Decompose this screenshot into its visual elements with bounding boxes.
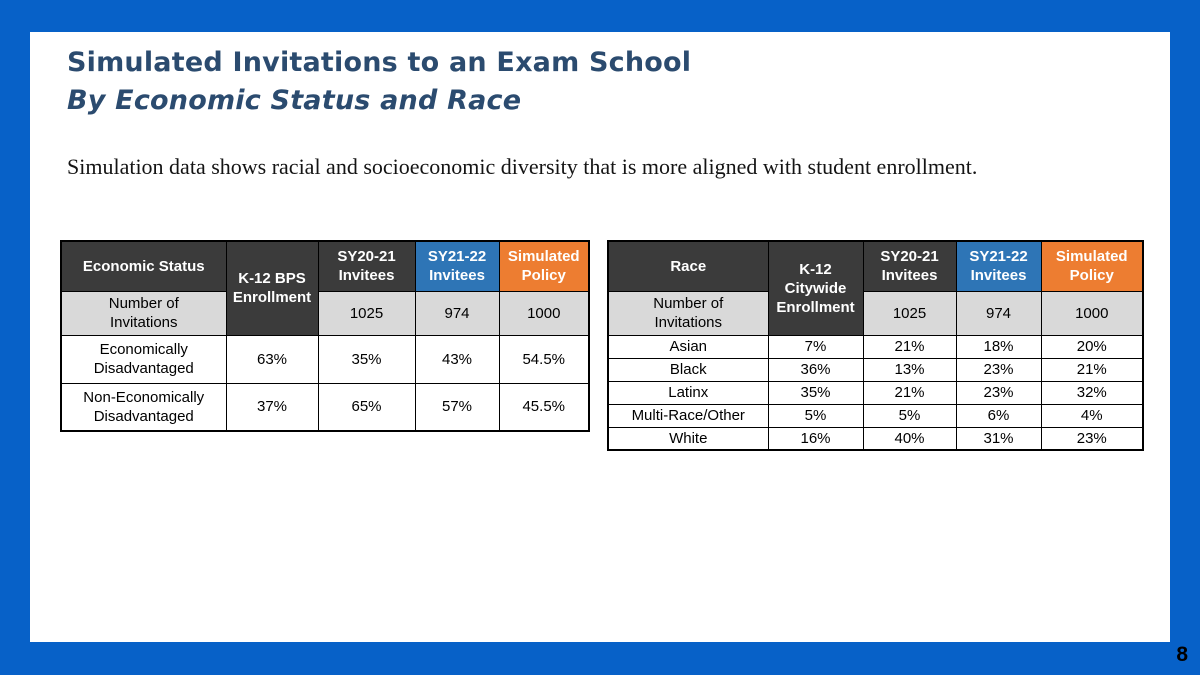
table-row (61, 335, 589, 383)
page-subtitle: By Economic Status and Race (67, 85, 522, 116)
row-label: Non-Economically Disadvantaged (61, 383, 226, 431)
value-cell: 6% (956, 404, 1041, 427)
value-cell: 45.5% (499, 383, 589, 431)
value-cell: 21% (1041, 358, 1143, 381)
value-cell: 23% (956, 381, 1041, 404)
intro-text: Simulation data shows racial and socioeconomic diversity that is more aligned with student enrollment. (67, 154, 978, 179)
invitation-count-simulated: 1000 (499, 291, 589, 335)
table-row (608, 335, 1143, 358)
invitation-count-simulated: 1000 (1041, 291, 1143, 335)
column-header-simulated-policy: Simulated Policy (1041, 241, 1143, 291)
value-cell: 40% (863, 427, 956, 450)
table-row (608, 358, 1143, 381)
value-cell: 36% (768, 358, 863, 381)
value-cell: 5% (863, 404, 956, 427)
row-label: Asian (608, 335, 768, 358)
page-number: 8 (1176, 643, 1188, 666)
value-cell: 5% (768, 404, 863, 427)
value-cell: 31% (956, 427, 1041, 450)
value-cell: 57% (415, 383, 499, 431)
value-cell: 21% (863, 335, 956, 358)
value-cell: 63% (226, 335, 318, 383)
number-of-invitations-label: Number of Invitations (608, 291, 768, 335)
column-header-k12-bps-enrollment: K-12 BPS Enrollment (226, 241, 318, 335)
page-title: Simulated Invitations to an Exam School (67, 47, 692, 78)
column-header-simulated-policy: Simulated Policy (499, 241, 589, 291)
table-header-row (608, 241, 1143, 291)
value-cell: 35% (768, 381, 863, 404)
economic-status-table (60, 240, 590, 432)
invitation-count-sy20-21: 1025 (318, 291, 415, 335)
invitation-count-sy20-21: 1025 (863, 291, 956, 335)
column-header-sy21-22-invitees: SY21-22 Invitees (415, 241, 499, 291)
table-subheader-row (608, 291, 1143, 335)
table-row (608, 404, 1143, 427)
value-cell: 18% (956, 335, 1041, 358)
row-label: Economically Disadvantaged (61, 335, 226, 383)
value-cell: 65% (318, 383, 415, 431)
value-cell: 37% (226, 383, 318, 431)
race-table (607, 240, 1144, 451)
table-row (608, 427, 1143, 450)
invitation-count-sy21-22: 974 (956, 291, 1041, 335)
table-row (608, 381, 1143, 404)
value-cell: 43% (415, 335, 499, 383)
column-header-sy21-22-invitees: SY21-22 Invitees (956, 241, 1041, 291)
row-label: Black (608, 358, 768, 381)
column-header-sy20-21-invitees: SY20-21 Invitees (318, 241, 415, 291)
row-label: White (608, 427, 768, 450)
value-cell: 16% (768, 427, 863, 450)
slide-content (30, 32, 1170, 642)
table-header-row (61, 241, 589, 291)
column-header-race: Race (608, 241, 768, 291)
row-label: Latinx (608, 381, 768, 404)
value-cell: 23% (956, 358, 1041, 381)
value-cell: 32% (1041, 381, 1143, 404)
value-cell: 13% (863, 358, 956, 381)
value-cell: 35% (318, 335, 415, 383)
column-header-k12-citywide-enrollment: K-12 Citywide Enrollment (768, 241, 863, 335)
value-cell: 23% (1041, 427, 1143, 450)
table-row (61, 383, 589, 431)
value-cell: 4% (1041, 404, 1143, 427)
table-subheader-row (61, 291, 589, 335)
value-cell: 54.5% (499, 335, 589, 383)
column-header-sy20-21-invitees: SY20-21 Invitees (863, 241, 956, 291)
value-cell: 21% (863, 381, 956, 404)
number-of-invitations-label: Number of Invitations (61, 291, 226, 335)
value-cell: 20% (1041, 335, 1143, 358)
value-cell: 7% (768, 335, 863, 358)
invitation-count-sy21-22: 974 (415, 291, 499, 335)
row-label: Multi-Race/Other (608, 404, 768, 427)
column-header-economic-status: Economic Status (61, 241, 226, 291)
